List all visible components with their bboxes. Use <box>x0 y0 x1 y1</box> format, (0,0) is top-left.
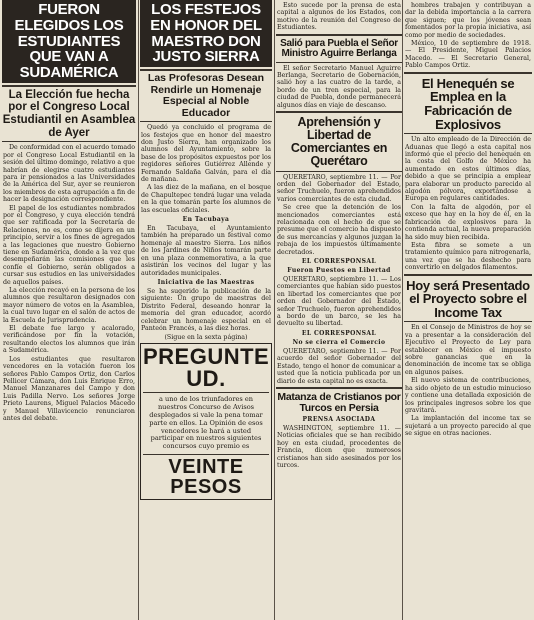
article-body-top <box>405 2 531 70</box>
paragraph: La implantación del income tax se sujetará a un proyecto parecido al que se sigue en otras naciones. <box>405 415 531 438</box>
section-heading: No se cierra el Comercio <box>292 338 386 346</box>
divider <box>2 141 136 142</box>
paragraph: En el Consejo de Ministros de hoy se va a presentar a la consideración del Ejecutivo el Proyecto de Ley para establecer en México el impuesto sobre ganancias que en la denominación de income tax se obliga en algunos países. <box>405 324 531 376</box>
article-body-tacubaya <box>141 225 271 277</box>
article-body-queretaro <box>277 174 401 256</box>
headline-income-tax: Hoy será Presentado el Proyecto sobre el Income Tax <box>406 277 530 320</box>
article-body-income-tax <box>405 324 531 437</box>
paragraph: El papel de los estudiantes nombrados por el Congreso, y cuya elección tendrá que ser ratificada por la Secretaría de Relaciones, no es, como se dijera en un principio, servir a los fines de agregados a las legaciones que nuestro Gobierno tiene en Sudamérica, donde a la vez que desempeñarán las comisiones que les confíe el Gobierno, serán obligados a cursar sus estudios en las universidades de aquellos países. <box>3 204 135 286</box>
signature: México, 10 de septiembre de 1918. — El Presidente, Miguel Palacios Macedo. — El Secretario General, Pablo Campos Ortiz. <box>405 40 531 70</box>
divider <box>404 274 532 276</box>
column-2 <box>140 0 272 500</box>
ad-prize: VEINTE PESOS <box>168 455 244 498</box>
subhead-election: La Elección fue hecha por el Congreso Local Estudiantil en Asamblea de Ayer <box>2 88 136 139</box>
column-3 <box>276 0 402 471</box>
paragraph: El debate fue largo y acalorado, verificándose por fin la votación, resultando electos los alumnos que irán a Sudamérica. <box>3 325 135 355</box>
paragraph: De conformidad con el acuerdo tomado por el Congreso Local Estudiantil en la sesión del último domingo, relativo a que habrían de elegirse cuatro estudiantes para ir pensionados a las Universidades de la América del Sur, ayer se reunieron los miembros de esta agrupación a fin de hacer la designación correspondiente. <box>3 144 135 204</box>
divider <box>276 387 402 389</box>
article-body-top <box>277 2 401 32</box>
paragraph: Los estudiantes que resultaron vencedores en la votación fueron los señores Pablo Campos Ortiz, don Carlos Pellicer Cámara, don Luis Enrique Erro, Manuel Manzanares del Campo y don Luis Padilla Nervo. Los señores Jorge Prieto Laurens, Miguel Palacios Macedo y Manuel Villavicencio renunciaron antes del debate. <box>3 355 135 422</box>
divider <box>143 454 269 455</box>
article-body-aguirre <box>277 65 401 109</box>
ad-text: a uno de los triunfadores en nuestros Concurso de Avisos desplegados si vale la pena tomar parte en ellos. La Opinión de esos vencedores le hará a usted participar en nuestros siguientes concursos cuyo premio es <box>149 395 263 451</box>
paragraph: QUERETARO, septiembre 11. — Por acuerdo del señor Gobernador del Estado, tengo el honor de comunicar a usted que la noticia publicada por un diario de esta capital no es exacta. <box>277 347 401 385</box>
divider <box>404 321 532 322</box>
advertisement-box <box>140 343 272 500</box>
paragraph: Se ha sugerido la publicación de la siguiente: Un grupo de maestras del Distrito Federal, deseando honrar la memoria del gran educador, acordó celebrar un homenaje especial en el Panteón Francés, a las diez horas. <box>141 287 271 332</box>
column-1 <box>2 0 136 424</box>
paragraph: Esta fibra se somete a un tratamiento químico para nitrogenarla, una vez que se ha deshecho para convertirlo en delgados filamentos. <box>405 241 531 272</box>
continued-note: (Sigue en la sexta página) <box>164 334 248 342</box>
column-4 <box>404 0 532 440</box>
section-heading: Iniciativa de las Maestras <box>157 278 255 286</box>
article-body-comercio <box>277 348 401 385</box>
article-body-festejos <box>141 124 271 214</box>
paragraph: Con la falta de algodón, por el exceso que hay en la hoy de él, en la fabricación de explosivos para la contienda actual, la nueva preparación ha sido muy bien recibida. <box>405 203 531 241</box>
divider <box>276 111 402 113</box>
divider <box>140 69 272 71</box>
divider <box>404 133 532 134</box>
article-body-students <box>3 144 135 422</box>
article-body-libertad <box>277 276 401 328</box>
paragraph: La elección recayó en la persona de los alumnos que resultaron designados con mayor número de votos en la Asamblea, la cual tuvo lugar en el salón de actos de la Escuela de Jurisprudencia. <box>3 287 135 324</box>
paragraph: WASHINGTON, septiembre 11. — Noticias oficiales que se han recibido hoy en esta ciudad, procedentes de Francia, dicen que numerosos cristianos han sido asesinados por los turcos. <box>277 424 401 469</box>
subhead-profesoras: Las Profesoras Desean Rendirle un Homenaje Especial al Noble Educador <box>147 72 265 119</box>
divider <box>276 171 402 172</box>
article-body-henequen <box>405 136 531 271</box>
divider <box>276 34 402 36</box>
column-rule <box>274 0 275 620</box>
paragraph: En Tacubaya, el Ayuntamiento también ha preparado un festival como homenaje al maestro Sierra. Los niños de los Jardines de Niños tomarán parte en una plaza conmemorativa, a la que asistirán los vecinos del lugar y las autoridades municipales. <box>141 225 271 277</box>
paragraph: El nuevo sistema de contribuciones, ha sido objeto de un estudio minucioso y contiene una detallada exposición de los principales ingresos sobre los que gravitará. <box>405 377 531 414</box>
section-heading: Fueron Puestos en Libertad <box>287 267 391 275</box>
paragraph: Esto sucede por la prensa de esta capital a algunos de los Estados, con motivo de la reunión del Congreso de Estudiantes. <box>277 2 401 32</box>
headline-queretaro: Aprehensión y Libertad de Comerciantes en Querétaro <box>290 115 388 169</box>
headline-henequen: El Henequén se Emplea en la Fabricación de Explosivos <box>421 75 515 132</box>
ad-title: PREGUNTE UD. <box>143 344 270 392</box>
paragraph: Se cree que la detención de los mencionados comerciantes está relacionada con el hecho de que se presume que el comercio ha dispuesto de sus mercancías y algunos juzgan la rebaja de los impuestos últimamente decretados. <box>277 204 401 256</box>
byline: EL CORRESPONSAL <box>301 329 377 337</box>
paragraph: Quedó ya concluido el programa de los festejos que en honor del maestro don Justo Sierra, han organizado los alumnos del Ayuntamiento, sobre la base de los propósitos expuestos por los regidores señores Gutiérrez Allende y Fernando Saldaña Galván, para el día de mañana. <box>141 124 271 184</box>
divider <box>143 392 269 393</box>
paragraph: QUERETARO, septiembre 11. — Los comerciantes que habían sido puestos en libertad los comerciantes que por orden del Gobernador del Estado, señor Truchuelo, fueron aprehendidos a bordo de un barco, se les ha devuelto su libertad. <box>277 276 401 328</box>
headline-students: FUERON ELEGIDOS LOS ESTUDIANTES QUE VAN A SUDAMÉRICA <box>2 0 136 83</box>
column-rule <box>138 0 139 620</box>
paragraph: Un alto empleado de la Dirección de Aduanas que llegó a esta capital nos informó que el precio del henequén en la costa del Golfo de México ha aumentado en estos últimos días, debido a que se principia a emplear para elaborar un producto parecido al algodón pólvora, exportándose a Europa en regulares cantidades. <box>405 136 531 203</box>
paragraph: A las diez de la mañana, en el bosque de Chapultepec tendrá lugar una velada en la que tomarán parte los alumnos de las escuelas oficiales. <box>141 184 271 214</box>
divider <box>2 85 136 87</box>
column-rule <box>402 0 403 620</box>
divider <box>276 62 402 63</box>
headline-persia: Matanza de Cristianos por Turcos en Persia <box>277 390 401 414</box>
headline-aguirre: Salió para Puebla el Señor Ministro Aguirre Berlanga <box>280 37 398 60</box>
divider <box>140 121 272 122</box>
paragraph: El señor Secretario Manuel Aguirre Berlanga, Secretario de Gobernación, salió hoy a las cuatro de la tarde, a bordo de un tren especial, para la ciudad de Puebla, donde permanecerá algunos días en viaje de descanso. <box>277 64 401 109</box>
paragraph: QUERETARO, septiembre 11. — Por orden del Gobernador del Estado, señor Truchuelo, fueron aprehendidos varios comerciantes de esta ciudad. <box>277 173 401 203</box>
paragraph: hombres trabajen y contribuyan a dar la debida importancia a la carrera que siguen; que los jóvenes sean fomentados por la propia iniciativa, así como por medio de sociedades. <box>405 2 531 39</box>
byline: EL CORRESPONSAL <box>301 258 377 266</box>
section-heading: En Tacubaya <box>182 216 230 224</box>
article-body-maestras <box>141 288 271 332</box>
headline-festejos: LOS FESTEJOS EN HONOR DEL MAESTRO DON JUSTO SIERRA <box>140 0 272 67</box>
article-body-persia <box>277 425 401 469</box>
divider <box>404 72 532 74</box>
byline: PRENSA ASOCIADA <box>302 415 376 423</box>
